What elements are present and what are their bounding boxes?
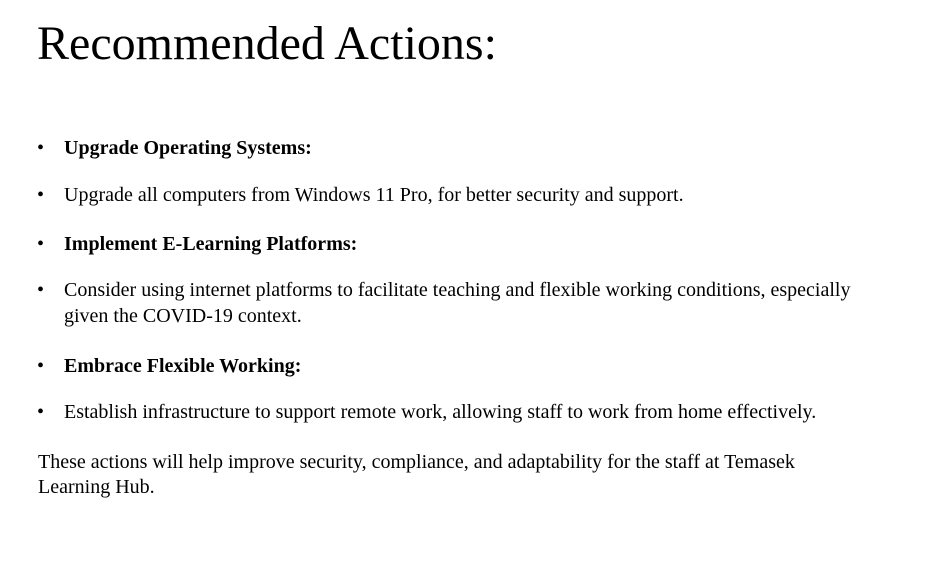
page-title: Recommended Actions: [37, 17, 497, 70]
bullet-icon: • [37, 233, 45, 255]
bullet-icon: • [37, 355, 45, 377]
list-item-upgrade-os-heading [37, 135, 857, 161]
bullet-icon: • [37, 401, 45, 423]
summary-paragraph: These actions will help improve security, compliance, and adaptability for the staff at Temasek Learning Hub. [38, 451, 795, 498]
list-item-text: Establish infrastructure to support remote work, allowing staff to work from home effectively. [64, 401, 817, 423]
list-item-elearning-heading [37, 231, 857, 257]
list-item-elearning-detail [37, 277, 857, 329]
list-item-text: Embrace Flexible Working: [64, 355, 302, 377]
list-item-text: Implement E-Learning Platforms: [64, 233, 358, 255]
bullet-icon: • [37, 137, 45, 159]
list-item-upgrade-os-detail [37, 182, 857, 208]
list-item-text: Upgrade all computers from Windows 11 Pro, for better security and support. [64, 184, 684, 206]
list-item-text: Consider using internet platforms to facilitate teaching and flexible working conditions, especially given the COVID-19 context. [64, 279, 851, 327]
bullet-icon: • [37, 184, 45, 206]
list-item-flexible-working-detail [37, 399, 857, 425]
list-item-text: Upgrade Operating Systems: [64, 137, 312, 159]
bullet-icon: • [37, 279, 45, 301]
list-item-flexible-working-heading [37, 353, 857, 379]
